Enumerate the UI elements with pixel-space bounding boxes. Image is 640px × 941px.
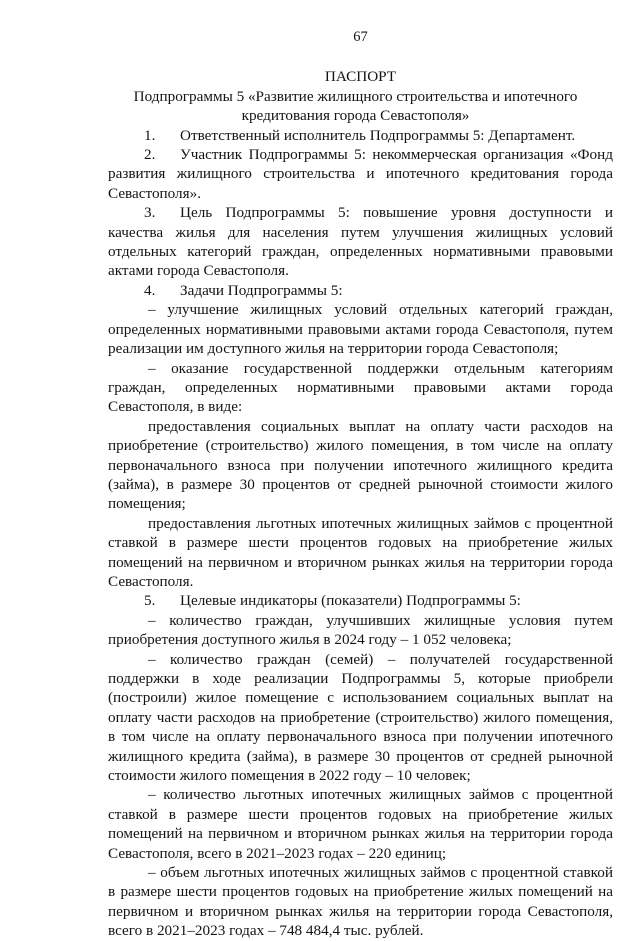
item-number: 1. <box>144 126 156 144</box>
item-4 <box>108 281 613 300</box>
item-text: Ответственный исполнитель Подпрограммы 5: Департамент. <box>180 126 576 144</box>
task-paragraph: предоставления льготных ипотечных жилищных займов с процентной ставкой в размере шести процентов годовых на приобретение жилых помещений на первичном и вторичном рынках жилья на территории города Севастополя. <box>108 514 613 590</box>
task-paragraph: – улучшение жилищных условий отдельных категорий граждан, определенных нормативными правовыми актами города Севастополя, путем реализации им доступного жилья на территории города Севастополя; <box>108 301 613 358</box>
item-number: 5. <box>144 592 156 610</box>
item-number: 4. <box>144 281 156 299</box>
item-1 <box>108 126 613 145</box>
indicator-paragraph: – объем льготных ипотечных жилищных займов с процентной ставкой в размере шести процентов годовых на приобретение жилых помещений на первичном и вторичном рынках жилья на территории города Севастополя, всего в 2021–2023 годах – 748 484,4 тыс. рублей. <box>108 864 613 940</box>
task-paragraph: предоставления социальных выплат на оплату части расходов на приобретение (строительство) жилого помещения, в том числе на оплату первоначального взноса при получении ипотечного жилищного кредита (займа), в размере 30 процентов от средней рыночной стоимости жилого помещения; <box>108 417 613 513</box>
page-number: 67 <box>353 29 368 45</box>
item-5 <box>108 591 613 610</box>
task-paragraph: – оказание государственной поддержки отдельным категориям граждан, определенных нормативными правовыми актами города Севастополя, в виде: <box>108 359 613 416</box>
item-text: Цель Подпрограммы 5: повышение уровня доступности и качества жилья для населения путем улучшения жилищных условий отдельных категорий граждан, определенных нормативными правовыми актами города Севастополя. <box>108 204 613 280</box>
item-text: Участник Подпрограммы 5: некоммерческая организация «Фонд развития жилищного строительства и ипотечного кредитования города Севастополя». <box>108 146 613 202</box>
item-number: 3. <box>144 204 156 222</box>
item-3 <box>108 203 613 281</box>
item-2 <box>108 145 613 203</box>
indicator-paragraph: – количество льготных ипотечных жилищных займов с процентной ставкой в размере шести процентов годовых на приобретение жилых помещений на первичном и вторичном рынках жилья на территории города Севастополя, всего в 2021–2023 годах – 220 единиц; <box>108 786 613 862</box>
item-text: Задачи Подпрограммы 5: <box>180 281 343 299</box>
document-subtitle: Подпрограммы 5 «Развитие жилищного строительства и ипотечного кредитования города Севастополя» <box>133 87 578 125</box>
item-text: Целевые индикаторы (показатели) Подпрограммы 5: <box>180 592 521 610</box>
indicator-paragraph: – количество граждан, улучшивших жилищные условия путем приобретения доступного жилья в 2024 году – 1 052 человека; <box>108 611 613 649</box>
document-title: ПАСПОРТ <box>324 68 397 86</box>
item-number: 2. <box>144 146 156 164</box>
indicator-paragraph: – количество граждан (семей) – получателей государственной поддержки в ходе реализации Подпрограммы 5, которые приобрели (построили) жилое помещение с использованием социальных выплат на оплату части расходов на приобретение (строительство) жилого помещения, в том числе на оплату первоначального взноса при получении ипотечного жилищного кредита (займа), в размере 30 процентов от средней рыночной стоимости жилого помещения в 2022 году – 10 человек; <box>108 650 613 785</box>
document-page <box>108 28 613 941</box>
